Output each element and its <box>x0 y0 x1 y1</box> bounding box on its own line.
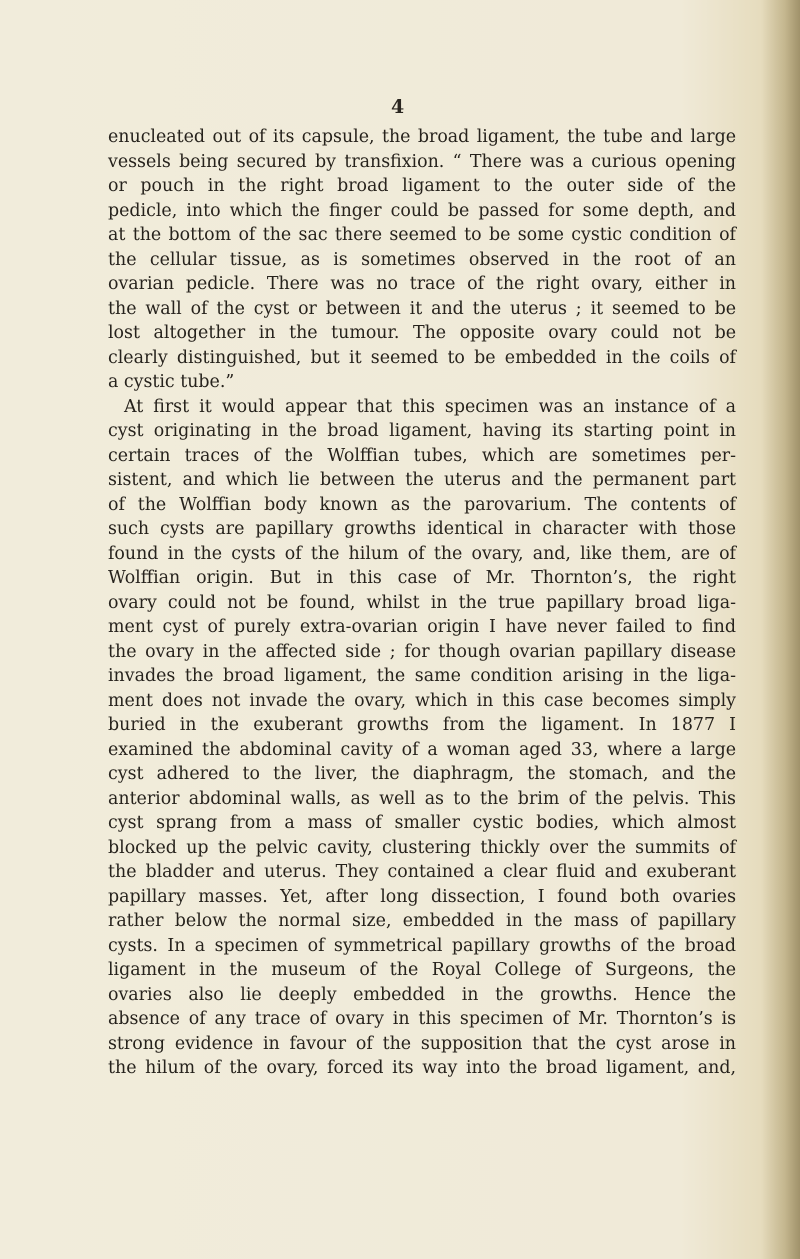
text-line: examined the abdominal cavity of a woman aged 33, where a large <box>108 739 736 760</box>
text-line: at the bottom of the sac there seemed to be some cystic condition of <box>108 225 736 245</box>
text-line: a cystic tube.” <box>108 372 235 392</box>
text-line: the wall of the cyst or between it and the uterus ; it seemed to be <box>108 298 736 319</box>
body-text <box>108 125 736 1081</box>
text-line: rather below the normal size, embedded in the mass of papillary <box>108 911 736 931</box>
text-line: the cellular tissue, as is sometimes observed in the root of an <box>108 249 736 270</box>
text-line: lost altogether in the tumour. The opposite ovary could not be <box>108 323 736 343</box>
text-line: the bladder and uterus. They contained a clear fluid and exuberant <box>108 862 736 882</box>
text-line: At first it would appear that this specimen was an instance of a <box>124 396 736 417</box>
page-edge-shadow <box>762 0 800 1259</box>
text-line: the hilum of the ovary, forced its way into the broad ligament, and, <box>108 1058 736 1078</box>
text-line: Wolffian origin. But in this case of Mr. Thornton’s, the right <box>108 568 736 588</box>
text-line: ovary could not be found, whilst in the true papillary broad liga- <box>108 592 736 613</box>
text-line: the ovary in the affected side ; for though ovarian papillary disease <box>108 641 736 662</box>
text-line: found in the cysts of the hilum of the ovary, and, like them, are of <box>108 543 736 564</box>
text-line: ment cyst of purely extra-ovarian origin I have never failed to find <box>108 617 736 637</box>
text-line: ligament in the museum of the Royal College of Surgeons, the <box>108 960 736 980</box>
text-line: ment does not invade the ovary, which in this case becomes simply <box>108 690 736 711</box>
text-line: vessels being secured by transfixion. “ There was a curious opening <box>108 151 736 172</box>
text-line: enucleated out of its capsule, the broad ligament, the tube and large <box>108 127 736 147</box>
text-line: papillary masses. Yet, after long dissection, I found both ovaries <box>108 886 736 907</box>
text-line: sistent, and which lie between the uterus and the permanent part <box>108 470 736 490</box>
text-line: anterior abdominal walls, as well as to the brim of the pelvis. This <box>108 788 736 809</box>
text-line: cysts. In a specimen of symmetrical papillary growths of the broad <box>108 935 736 956</box>
text-line: cyst adhered to the liver, the diaphragm, the stomach, and the <box>108 764 736 784</box>
text-line: clearly distinguished, but it seemed to be embedded in the coils of <box>108 347 736 368</box>
text-line: ovarian pedicle. There was no trace of the right ovary, either in <box>108 274 736 294</box>
text-line: or pouch in the right broad ligament to the outer side of the <box>108 176 736 196</box>
text-line: buried in the exuberant growths from the ligament. In 1877 I <box>108 715 736 735</box>
text-line: strong evidence in favour of the supposition that the cyst arose in <box>108 1033 736 1054</box>
text-line: pedicle, into which the finger could be passed for some depth, and <box>108 200 736 221</box>
text-line: of the Wolffian body known as the parovarium. The contents of <box>108 494 736 515</box>
text-line: cyst originating in the broad ligament, having its starting point in <box>108 421 736 441</box>
text-line: invades the broad ligament, the same condition arising in the liga- <box>108 666 736 686</box>
text-line: cyst sprang from a mass of smaller cystic bodies, which almost <box>108 813 736 833</box>
text-line: certain traces of the Wolffian tubes, which are sometimes per- <box>108 445 736 466</box>
page-number: 4 <box>391 96 405 118</box>
text-line: ovaries also lie deeply embedded in the growths. Hence the <box>108 984 736 1005</box>
text-line: absence of any trace of ovary in this specimen of Mr. Thornton’s is <box>108 1009 736 1029</box>
text-line: blocked up the pelvic cavity, clustering thickly over the summits of <box>108 837 736 858</box>
text-line: such cysts are papillary growths identical in character with those <box>108 519 736 539</box>
